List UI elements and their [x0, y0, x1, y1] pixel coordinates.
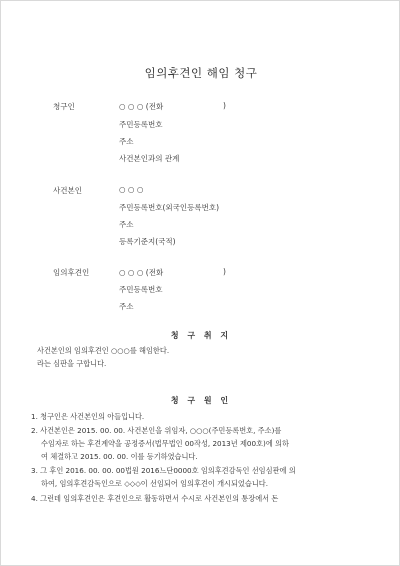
subject-address: 주소: [119, 220, 134, 229]
claimant-address: 주소: [119, 137, 134, 146]
grounds-line-1: 1. 청구인은 사건본인의 아들입니다.: [31, 412, 145, 421]
purpose-heading: 청 구 취 지: [170, 331, 232, 340]
guardian-id-number: 주민등록번호: [119, 285, 163, 294]
subject-label: 사건본인: [53, 186, 82, 195]
claimant-name-line: ○ ○ ○ (전화: [119, 102, 164, 111]
guardian-phone-close: ): [223, 267, 226, 276]
grounds-line-3: 수임자로 하는 후견계약을 공정증서(법무법인 00작성, 2013년 제00호)에 의하: [41, 439, 289, 448]
claimant-label: 청구인: [53, 102, 75, 111]
document-title: 임의후견인 해임 청구: [144, 66, 258, 80]
grounds-line-5: 3. 그 후인 2016. 00. 00. 00법원 2016느단0000호 임의후견감독인 선임심판에 의: [31, 466, 296, 475]
guardian-label: 임의후견인: [53, 268, 90, 277]
claimant-phone-close: ): [223, 101, 226, 110]
claimant-id-number: 주민등록번호: [119, 120, 163, 129]
subject-registry: 등록기준지(국적): [119, 237, 176, 246]
claimant-relation: 사건본인과의 관계: [119, 154, 180, 163]
grounds-line-6: 하여, 임의후견감독인으로 ◇◇◇이 선임되어 임의후견이 개시되었습니다.: [41, 479, 268, 488]
grounds-line-2: 2. 사건본인은 2015. 00. 00. 사건본인을 위임자, ○○○(주민등록번호, 주소)를: [31, 426, 282, 435]
guardian-name-line: ○ ○ ○ (전화: [119, 268, 164, 277]
guardian-address: 주소: [119, 302, 134, 311]
purpose-line-2: 라는 심판을 구합니다.: [37, 359, 107, 368]
purpose-line-1: 사건본인의 임의후견인 ○○○를 해임한다.: [37, 346, 170, 355]
subject-id-number: 주민등록번호(외국인등록번호): [119, 203, 220, 212]
grounds-heading: 청 구 원 인: [170, 396, 232, 405]
subject-name-line: ○ ○ ○: [119, 185, 144, 194]
grounds-line-4: 여 체결하고 2015. 00. 00. 이를 등기하였습니다.: [41, 452, 198, 461]
grounds-line-7: 4. 그런데 임의후견인은 후견인으로 활동하면서 수시로 사건본인의 통장에서 돈: [31, 494, 279, 503]
